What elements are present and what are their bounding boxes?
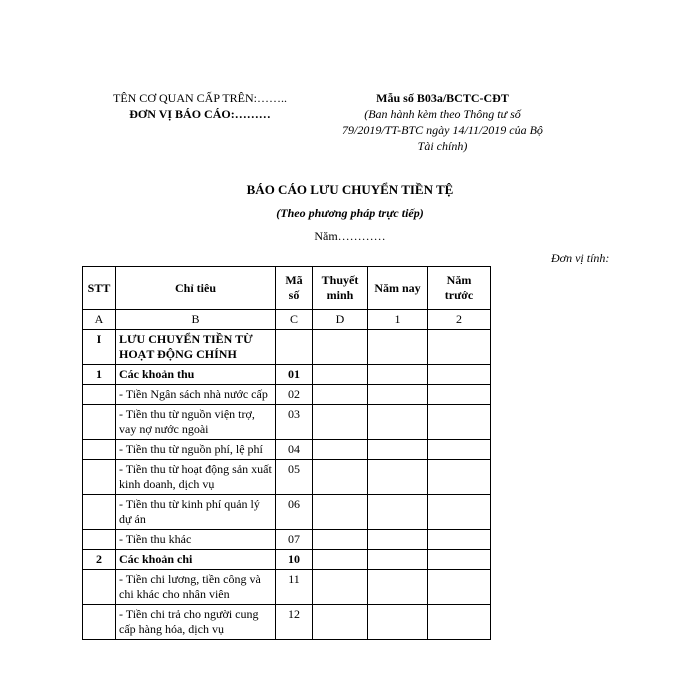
- right-header: [330, 90, 555, 154]
- letter-c: C: [276, 310, 313, 330]
- agency-line: TÊN CƠ QUAN CẤP TRÊN:……..: [112, 91, 287, 105]
- row-prior-year-cell: [428, 440, 491, 460]
- row-notes-cell: [313, 605, 368, 640]
- column-letter-row: [83, 310, 491, 330]
- row-item-name: - Tiền Ngân sách nhà nước cấp: [116, 385, 276, 405]
- form-number: Mẫu số B03a/BCTC-CĐT: [376, 91, 509, 105]
- header-notes: Thuyết minh: [313, 267, 368, 310]
- row-code: 04: [276, 440, 313, 460]
- row-notes-cell: [313, 405, 368, 440]
- row-this-year-cell: [368, 330, 428, 365]
- table-row: [83, 460, 491, 495]
- table-row: [83, 385, 491, 405]
- row-stt: [83, 405, 116, 440]
- row-this-year-cell: [368, 405, 428, 440]
- row-code: 11: [276, 570, 313, 605]
- row-this-year-cell: [368, 495, 428, 530]
- row-item-name: - Tiền thu từ nguồn phí, lệ phí: [116, 440, 276, 460]
- row-this-year-cell: [368, 605, 428, 640]
- row-item-name: - Tiền thu từ nguồn viện trợ, vay nợ nước ngoài: [116, 405, 276, 440]
- row-stt: [83, 570, 116, 605]
- row-code: 06: [276, 495, 313, 530]
- header-stt: STT: [83, 267, 116, 310]
- row-prior-year-cell: [428, 550, 491, 570]
- row-stt: [83, 530, 116, 550]
- row-prior-year-cell: [428, 605, 491, 640]
- row-code: 10: [276, 550, 313, 570]
- row-item-name: Các khoản thu: [116, 365, 276, 385]
- row-code: 12: [276, 605, 313, 640]
- row-stt: [83, 460, 116, 495]
- row-notes-cell: [313, 495, 368, 530]
- table-row: [83, 570, 491, 605]
- report-year: Năm…………: [314, 229, 386, 243]
- letter-a: A: [83, 310, 116, 330]
- row-item-name: - Tiền chi trả cho người cung cấp hàng hóa, dịch vụ: [116, 605, 276, 640]
- row-this-year-cell: [368, 550, 428, 570]
- row-stt: [83, 605, 116, 640]
- row-this-year-cell: [368, 365, 428, 385]
- row-notes-cell: [313, 550, 368, 570]
- table-row: [83, 550, 491, 570]
- row-code: 02: [276, 385, 313, 405]
- row-code: 05: [276, 460, 313, 495]
- row-item-name: - Tiền thu khác: [116, 530, 276, 550]
- row-code: 07: [276, 530, 313, 550]
- report-title: BÁO CÁO LƯU CHUYỂN TIỀN TỆ: [246, 182, 454, 197]
- header-this-year: Năm nay: [368, 267, 428, 310]
- row-code: [276, 330, 313, 365]
- left-header: [90, 90, 310, 122]
- table-header-row: [83, 267, 491, 310]
- table-row: [83, 440, 491, 460]
- row-stt: 1: [83, 365, 116, 385]
- row-notes-cell: [313, 570, 368, 605]
- letter-1: 1: [368, 310, 428, 330]
- table-row: [83, 405, 491, 440]
- table-row: [83, 330, 491, 365]
- row-this-year-cell: [368, 570, 428, 605]
- row-stt: 2: [83, 550, 116, 570]
- row-item-name: - Tiền chi lương, tiền công và chi khác cho nhân viên: [116, 570, 276, 605]
- row-prior-year-cell: [428, 570, 491, 605]
- table-row: [83, 365, 491, 385]
- row-prior-year-cell: [428, 460, 491, 495]
- row-notes-cell: [313, 440, 368, 460]
- row-this-year-cell: [368, 530, 428, 550]
- header-code: Mã số: [276, 267, 313, 310]
- row-item-name: - Tiền thu từ kinh phí quản lý dự án: [116, 495, 276, 530]
- row-notes-cell: [313, 530, 368, 550]
- row-code: 03: [276, 405, 313, 440]
- table-row: [83, 530, 491, 550]
- row-prior-year-cell: [428, 385, 491, 405]
- row-item-name: - Tiền thu từ hoạt động sản xuất kinh doanh, dịch vụ: [116, 460, 276, 495]
- issued-line-3: Tài chính): [417, 139, 468, 153]
- issued-line-1: (Ban hành kèm theo Thông tư số: [364, 107, 521, 121]
- row-prior-year-cell: [428, 330, 491, 365]
- row-this-year-cell: [368, 460, 428, 495]
- row-stt: [83, 385, 116, 405]
- header-prior-year: Năm trước: [428, 267, 491, 310]
- report-subtitle: (Theo phương pháp trực tiếp): [276, 206, 424, 220]
- table-row: [83, 605, 491, 640]
- letter-b: B: [116, 310, 276, 330]
- row-stt: [83, 495, 116, 530]
- row-item-name: Các khoản chi: [116, 550, 276, 570]
- row-notes-cell: [313, 460, 368, 495]
- row-notes-cell: [313, 385, 368, 405]
- table-row: [83, 495, 491, 530]
- row-this-year-cell: [368, 385, 428, 405]
- row-this-year-cell: [368, 440, 428, 460]
- letter-d: D: [313, 310, 368, 330]
- row-stt: [83, 440, 116, 460]
- unit-label: Đơn vị tính:: [551, 251, 610, 265]
- row-item-name: LƯU CHUYỂN TIỀN TỪ HOẠT ĐỘNG CHÍNH: [116, 330, 276, 365]
- reporting-unit-line: ĐƠN VỊ BÁO CÁO:………: [129, 107, 271, 121]
- row-notes-cell: [313, 365, 368, 385]
- row-prior-year-cell: [428, 365, 491, 385]
- row-notes-cell: [313, 330, 368, 365]
- letter-2: 2: [428, 310, 491, 330]
- row-stt: I: [83, 330, 116, 365]
- row-prior-year-cell: [428, 495, 491, 530]
- row-code: 01: [276, 365, 313, 385]
- row-prior-year-cell: [428, 530, 491, 550]
- header-item: Chỉ tiêu: [116, 267, 276, 310]
- issued-line-2: 79/2019/TT-BTC ngày 14/11/2019 của Bộ: [342, 123, 543, 137]
- cash-flow-table: [82, 266, 491, 640]
- row-prior-year-cell: [428, 405, 491, 440]
